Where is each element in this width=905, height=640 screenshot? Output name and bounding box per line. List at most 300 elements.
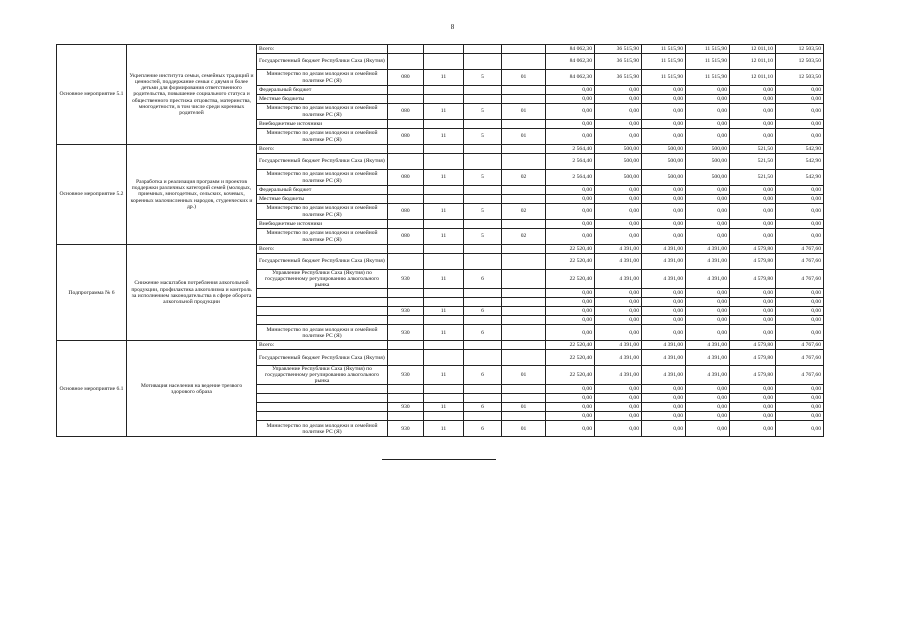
amount-cell: 4 391,00 (686, 350, 730, 366)
amount-cell: 36 515,90 (595, 45, 642, 54)
amount-cell: 11 515,90 (686, 70, 730, 86)
description-cell: Мотивация населения на ведение трезвого здорового образа (127, 341, 257, 437)
code-cell (502, 385, 546, 394)
code-cell (388, 86, 424, 95)
code-cell (502, 325, 546, 341)
code-cell: 5 (464, 70, 502, 86)
amount-cell: 0,00 (776, 95, 824, 104)
code-cell (464, 95, 502, 104)
amount-cell: 22 520,40 (546, 366, 595, 385)
amount-cell: 4 391,00 (595, 245, 642, 254)
amount-cell: 11 515,90 (686, 54, 730, 70)
amount-cell: 0,00 (642, 394, 686, 403)
amount-cell: 4 579,80 (730, 341, 776, 350)
code-cell (388, 145, 424, 154)
code-cell: 080 (388, 129, 424, 145)
code-cell (464, 120, 502, 129)
code-cell: 080 (388, 104, 424, 120)
code-cell (464, 145, 502, 154)
amount-cell: 36 515,90 (595, 70, 642, 86)
amount-cell: 0,00 (642, 298, 686, 307)
amount-cell: 4 579,80 (730, 245, 776, 254)
amount-cell: 0,00 (686, 195, 730, 204)
source-cell: Государственный бюджет Республики Саха (Якутия) (257, 54, 388, 70)
code-cell (464, 186, 502, 195)
code-cell: 5 (464, 170, 502, 186)
code-cell (464, 245, 502, 254)
code-cell (424, 86, 464, 95)
code-cell: 930 (388, 403, 424, 412)
amount-cell: 0,00 (595, 421, 642, 437)
amount-cell: 0,00 (642, 186, 686, 195)
code-cell: 6 (464, 307, 502, 316)
amount-cell: 0,00 (546, 307, 595, 316)
amount-cell: 0,00 (686, 325, 730, 341)
source-cell: Государственный бюджет Республики Саха (Якутия) (257, 350, 388, 366)
amount-cell: 0,00 (686, 385, 730, 394)
end-of-table-line (382, 459, 496, 460)
amount-cell: 0,00 (686, 316, 730, 325)
code-cell (388, 385, 424, 394)
amount-cell: 0,00 (595, 298, 642, 307)
code-cell: 11 (424, 325, 464, 341)
amount-cell: 0,00 (730, 129, 776, 145)
source-cell: Министерство по делам молодежи и семейной политике РС (Я) (257, 70, 388, 86)
amount-cell: 0,00 (595, 129, 642, 145)
code-cell (424, 350, 464, 366)
amount-cell: 4 391,00 (595, 254, 642, 270)
amount-cell: 0,00 (776, 129, 824, 145)
amount-cell: 84 062,30 (546, 70, 595, 86)
amount-cell: 4 767,60 (776, 341, 824, 350)
code-cell: 930 (388, 307, 424, 316)
amount-cell: 0,00 (642, 307, 686, 316)
code-cell (424, 120, 464, 129)
amount-cell: 0,00 (776, 385, 824, 394)
code-cell (388, 54, 424, 70)
source-cell: Государственный бюджет Республики Саха (Якутия) (257, 154, 388, 170)
source-cell: Всего: (257, 45, 388, 54)
source-cell (257, 298, 388, 307)
amount-cell: 0,00 (546, 229, 595, 245)
code-cell: 080 (388, 170, 424, 186)
amount-cell: 0,00 (776, 307, 824, 316)
amount-cell: 0,00 (595, 385, 642, 394)
code-cell: 11 (424, 403, 464, 412)
code-cell: 6 (464, 270, 502, 289)
amount-cell: 4 767,60 (776, 245, 824, 254)
amount-cell: 0,00 (546, 104, 595, 120)
amount-cell: 0,00 (642, 229, 686, 245)
amount-cell: 0,00 (595, 220, 642, 229)
amount-cell: 4 391,00 (595, 366, 642, 385)
code-cell (388, 195, 424, 204)
amount-cell: 4 579,80 (730, 366, 776, 385)
amount-cell: 0,00 (686, 307, 730, 316)
code-cell: 01 (502, 104, 546, 120)
budget-table (56, 44, 824, 437)
amount-cell: 0,00 (776, 104, 824, 120)
amount-cell: 0,00 (642, 385, 686, 394)
source-cell: Всего: (257, 245, 388, 254)
code-cell (464, 86, 502, 95)
amount-cell: 0,00 (730, 104, 776, 120)
amount-cell: 0,00 (546, 421, 595, 437)
code-cell (502, 394, 546, 403)
amount-cell: 4 767,60 (776, 254, 824, 270)
amount-cell: 2 564,40 (546, 145, 595, 154)
amount-cell: 0,00 (776, 220, 824, 229)
amount-cell: 0,00 (776, 86, 824, 95)
amount-cell: 521,50 (730, 170, 776, 186)
code-cell (424, 95, 464, 104)
amount-cell: 0,00 (730, 421, 776, 437)
amount-cell: 0,00 (730, 95, 776, 104)
code-cell: 11 (424, 129, 464, 145)
code-cell (424, 341, 464, 350)
amount-cell: 0,00 (730, 394, 776, 403)
code-cell: 930 (388, 270, 424, 289)
code-cell (464, 385, 502, 394)
code-cell (388, 394, 424, 403)
code-cell (502, 195, 546, 204)
code-cell: 080 (388, 229, 424, 245)
code-cell (424, 45, 464, 54)
source-cell (257, 412, 388, 421)
amount-cell: 0,00 (730, 220, 776, 229)
source-cell: Местные бюджеты (257, 195, 388, 204)
code-cell: 01 (502, 70, 546, 86)
source-cell: Всего: (257, 145, 388, 154)
code-cell: 11 (424, 366, 464, 385)
code-cell (502, 298, 546, 307)
amount-cell: 0,00 (642, 204, 686, 220)
code-cell (424, 154, 464, 170)
code-cell (424, 254, 464, 270)
amount-cell: 0,00 (546, 195, 595, 204)
source-cell: Внебюджетные источники (257, 120, 388, 129)
code-cell (502, 307, 546, 316)
amount-cell: 500,00 (595, 170, 642, 186)
amount-cell: 0,00 (686, 229, 730, 245)
amount-cell: 22 520,40 (546, 270, 595, 289)
amount-cell: 0,00 (642, 220, 686, 229)
code-cell (502, 54, 546, 70)
code-cell (424, 412, 464, 421)
amount-cell: 0,00 (546, 403, 595, 412)
amount-cell: 4 391,00 (642, 270, 686, 289)
amount-cell: 0,00 (730, 307, 776, 316)
amount-cell: 0,00 (686, 204, 730, 220)
amount-cell: 0,00 (642, 95, 686, 104)
amount-cell: 0,00 (776, 298, 824, 307)
amount-cell: 0,00 (595, 86, 642, 95)
amount-cell: 0,00 (776, 195, 824, 204)
amount-cell: 0,00 (595, 289, 642, 298)
amount-cell: 0,00 (642, 129, 686, 145)
code-cell (464, 45, 502, 54)
amount-cell: 500,00 (686, 145, 730, 154)
amount-cell: 0,00 (730, 385, 776, 394)
amount-cell: 84 062,30 (546, 45, 595, 54)
amount-cell: 0,00 (595, 186, 642, 195)
code-cell: 5 (464, 229, 502, 245)
code-cell (424, 195, 464, 204)
code-cell (388, 186, 424, 195)
source-cell (257, 289, 388, 298)
amount-cell: 0,00 (546, 95, 595, 104)
amount-cell: 4 391,00 (686, 366, 730, 385)
amount-cell: 12 503,50 (776, 70, 824, 86)
amount-cell: 4 391,00 (642, 341, 686, 350)
amount-cell: 4 391,00 (686, 245, 730, 254)
code-cell (502, 350, 546, 366)
code-cell: 11 (424, 421, 464, 437)
amount-cell: 0,00 (730, 289, 776, 298)
amount-cell: 0,00 (595, 325, 642, 341)
amount-cell: 0,00 (776, 394, 824, 403)
activity-cell: Основное мероприятие 5.2 (57, 145, 127, 245)
code-cell (424, 145, 464, 154)
amount-cell: 0,00 (546, 289, 595, 298)
code-cell (502, 95, 546, 104)
code-cell (464, 350, 502, 366)
amount-cell: 0,00 (730, 403, 776, 412)
description-cell: Укрепление института семьи, семейных традиций и ценностей, поддержание семьи с двумя и более детьми для формирования ответственного родительства, повышение социального статуса и общественного престижа отцовства, материнства, многодетности, в том числе среди коренных родителей (127, 45, 257, 145)
code-cell: 11 (424, 307, 464, 316)
amount-cell: 22 520,40 (546, 245, 595, 254)
amount-cell: 12 503,50 (776, 45, 824, 54)
amount-cell: 12 011,10 (730, 54, 776, 70)
code-cell: 01 (502, 129, 546, 145)
source-cell: Федеральный бюджет (257, 186, 388, 195)
amount-cell: 0,00 (776, 316, 824, 325)
amount-cell: 4 391,00 (595, 270, 642, 289)
code-cell: 6 (464, 366, 502, 385)
code-cell (424, 316, 464, 325)
amount-cell: 0,00 (642, 104, 686, 120)
amount-cell: 4 391,00 (686, 254, 730, 270)
amount-cell: 0,00 (686, 86, 730, 95)
amount-cell: 0,00 (546, 385, 595, 394)
amount-cell: 12 011,10 (730, 70, 776, 86)
amount-cell: 0,00 (686, 289, 730, 298)
amount-cell: 0,00 (730, 120, 776, 129)
amount-cell: 0,00 (546, 394, 595, 403)
amount-cell: 4 579,80 (730, 254, 776, 270)
amount-cell: 0,00 (595, 229, 642, 245)
code-cell (388, 316, 424, 325)
amount-cell: 4 579,80 (730, 270, 776, 289)
code-cell (424, 245, 464, 254)
amount-cell: 542,90 (776, 145, 824, 154)
code-cell (388, 298, 424, 307)
amount-cell: 0,00 (730, 229, 776, 245)
amount-cell: 0,00 (642, 421, 686, 437)
page-number: 8 (450, 23, 455, 31)
amount-cell: 542,90 (776, 154, 824, 170)
code-cell: 02 (502, 204, 546, 220)
amount-cell: 12 011,10 (730, 45, 776, 54)
source-cell: Управление Республики Саха (Якутия) по государственному регулированию алкогольного рынка (257, 366, 388, 385)
amount-cell: 22 520,40 (546, 350, 595, 366)
code-cell: 11 (424, 70, 464, 86)
code-cell (502, 245, 546, 254)
code-cell (502, 120, 546, 129)
amount-cell: 84 062,30 (546, 54, 595, 70)
amount-cell: 521,50 (730, 154, 776, 170)
amount-cell: 0,00 (642, 195, 686, 204)
amount-cell: 11 515,90 (686, 45, 730, 54)
code-cell (502, 186, 546, 195)
code-cell: 01 (502, 403, 546, 412)
code-cell (424, 289, 464, 298)
amount-cell: 500,00 (642, 154, 686, 170)
amount-cell: 500,00 (595, 154, 642, 170)
description-cell: Снижение масштабов потребления алкогольной продукции, профилактика алкоголизма и контроль за исполнением законодательства в сфере оборота алкогольной продукции (127, 245, 257, 341)
amount-cell: 4 391,00 (642, 245, 686, 254)
source-cell: Министерство по делам молодежи и семейной политике РС (Я) (257, 129, 388, 145)
source-cell: Министерство по делам молодежи и семейной политике РС (Я) (257, 229, 388, 245)
source-cell (257, 394, 388, 403)
amount-cell: 4 391,00 (686, 341, 730, 350)
source-cell: Министерство по делам молодежи и семейной политике РС (Я) (257, 421, 388, 437)
code-cell: 6 (464, 403, 502, 412)
code-cell (502, 145, 546, 154)
amount-cell: 0,00 (686, 120, 730, 129)
amount-cell: 0,00 (595, 120, 642, 129)
source-cell: Министерство по делам молодежи и семейной политике РС (Я) (257, 325, 388, 341)
description-cell: Разработка и реализация программ и проектов поддержки различных категорий семей (молодых, приемных, многодетных, сельских, кочевых, коренных малочисленных народов, студенческих и др.) (127, 145, 257, 245)
code-cell (502, 86, 546, 95)
amount-cell: 11 515,90 (642, 54, 686, 70)
amount-cell: 4 767,60 (776, 350, 824, 366)
code-cell (464, 195, 502, 204)
amount-cell: 0,00 (546, 316, 595, 325)
code-cell: 080 (388, 204, 424, 220)
code-cell (464, 220, 502, 229)
code-cell (388, 412, 424, 421)
source-cell (257, 403, 388, 412)
table-row (57, 245, 824, 254)
amount-cell: 500,00 (642, 170, 686, 186)
source-cell: Министерство по делам молодежи и семейной политике РС (Я) (257, 204, 388, 220)
activity-cell: Подпрограмма № 6 (57, 245, 127, 341)
code-cell (464, 394, 502, 403)
code-cell: 930 (388, 366, 424, 385)
code-cell (424, 394, 464, 403)
amount-cell: 0,00 (776, 325, 824, 341)
code-cell (424, 54, 464, 70)
code-cell: 01 (502, 366, 546, 385)
code-cell (464, 298, 502, 307)
amount-cell: 0,00 (595, 104, 642, 120)
source-cell: Внебюджетные источники (257, 220, 388, 229)
amount-cell: 0,00 (776, 289, 824, 298)
amount-cell: 0,00 (730, 412, 776, 421)
amount-cell: 0,00 (730, 186, 776, 195)
amount-cell: 0,00 (642, 86, 686, 95)
amount-cell: 0,00 (595, 195, 642, 204)
code-cell: 11 (424, 270, 464, 289)
code-cell (502, 289, 546, 298)
code-cell (464, 254, 502, 270)
amount-cell: 0,00 (730, 325, 776, 341)
amount-cell: 0,00 (686, 186, 730, 195)
amount-cell: 22 520,40 (546, 254, 595, 270)
amount-cell: 0,00 (776, 204, 824, 220)
code-cell (464, 412, 502, 421)
activity-cell: Основное мероприятие 6.1 (57, 341, 127, 437)
amount-cell: 0,00 (730, 298, 776, 307)
code-cell (388, 154, 424, 170)
amount-cell: 0,00 (686, 394, 730, 403)
code-cell (388, 245, 424, 254)
amount-cell: 2 564,40 (546, 170, 595, 186)
amount-cell: 4 391,00 (642, 254, 686, 270)
amount-cell: 0,00 (546, 120, 595, 129)
source-cell: Всего: (257, 341, 388, 350)
amount-cell: 0,00 (776, 120, 824, 129)
amount-cell: 11 515,90 (642, 70, 686, 86)
amount-cell: 0,00 (546, 186, 595, 195)
amount-cell: 0,00 (546, 220, 595, 229)
code-cell: 080 (388, 70, 424, 86)
source-cell: Федеральный бюджет (257, 86, 388, 95)
code-cell (424, 186, 464, 195)
code-cell (424, 298, 464, 307)
amount-cell: 0,00 (546, 298, 595, 307)
code-cell: 5 (464, 129, 502, 145)
amount-cell: 0,00 (595, 316, 642, 325)
source-cell: Государственный бюджет Республики Саха (Якутия) (257, 254, 388, 270)
amount-cell: 0,00 (730, 195, 776, 204)
amount-cell: 521,50 (730, 145, 776, 154)
code-cell: 6 (464, 325, 502, 341)
amount-cell: 0,00 (595, 204, 642, 220)
amount-cell: 0,00 (686, 403, 730, 412)
amount-cell: 0,00 (595, 412, 642, 421)
amount-cell: 0,00 (686, 298, 730, 307)
code-cell (388, 254, 424, 270)
code-cell (424, 385, 464, 394)
amount-cell: 500,00 (595, 145, 642, 154)
code-cell (502, 341, 546, 350)
code-cell (388, 45, 424, 54)
table-row (57, 45, 824, 54)
amount-cell: 0,00 (686, 412, 730, 421)
amount-cell: 500,00 (686, 154, 730, 170)
amount-cell: 0,00 (595, 403, 642, 412)
amount-cell: 12 503,50 (776, 54, 824, 70)
amount-cell: 500,00 (686, 170, 730, 186)
source-cell: Управление Республики Саха (Якутия) по государственному регулированию алкогольного рынка (257, 270, 388, 289)
amount-cell: 4 391,00 (642, 366, 686, 385)
code-cell: 11 (424, 170, 464, 186)
code-cell (502, 220, 546, 229)
amount-cell: 36 515,90 (595, 54, 642, 70)
amount-cell: 0,00 (686, 129, 730, 145)
amount-cell: 4 391,00 (595, 350, 642, 366)
amount-cell: 0,00 (686, 95, 730, 104)
amount-cell: 4 391,00 (595, 341, 642, 350)
amount-cell: 2 564,40 (546, 154, 595, 170)
table-row (57, 145, 824, 154)
amount-cell: 0,00 (642, 412, 686, 421)
source-cell (257, 385, 388, 394)
table-row (57, 341, 824, 350)
code-cell (388, 95, 424, 104)
